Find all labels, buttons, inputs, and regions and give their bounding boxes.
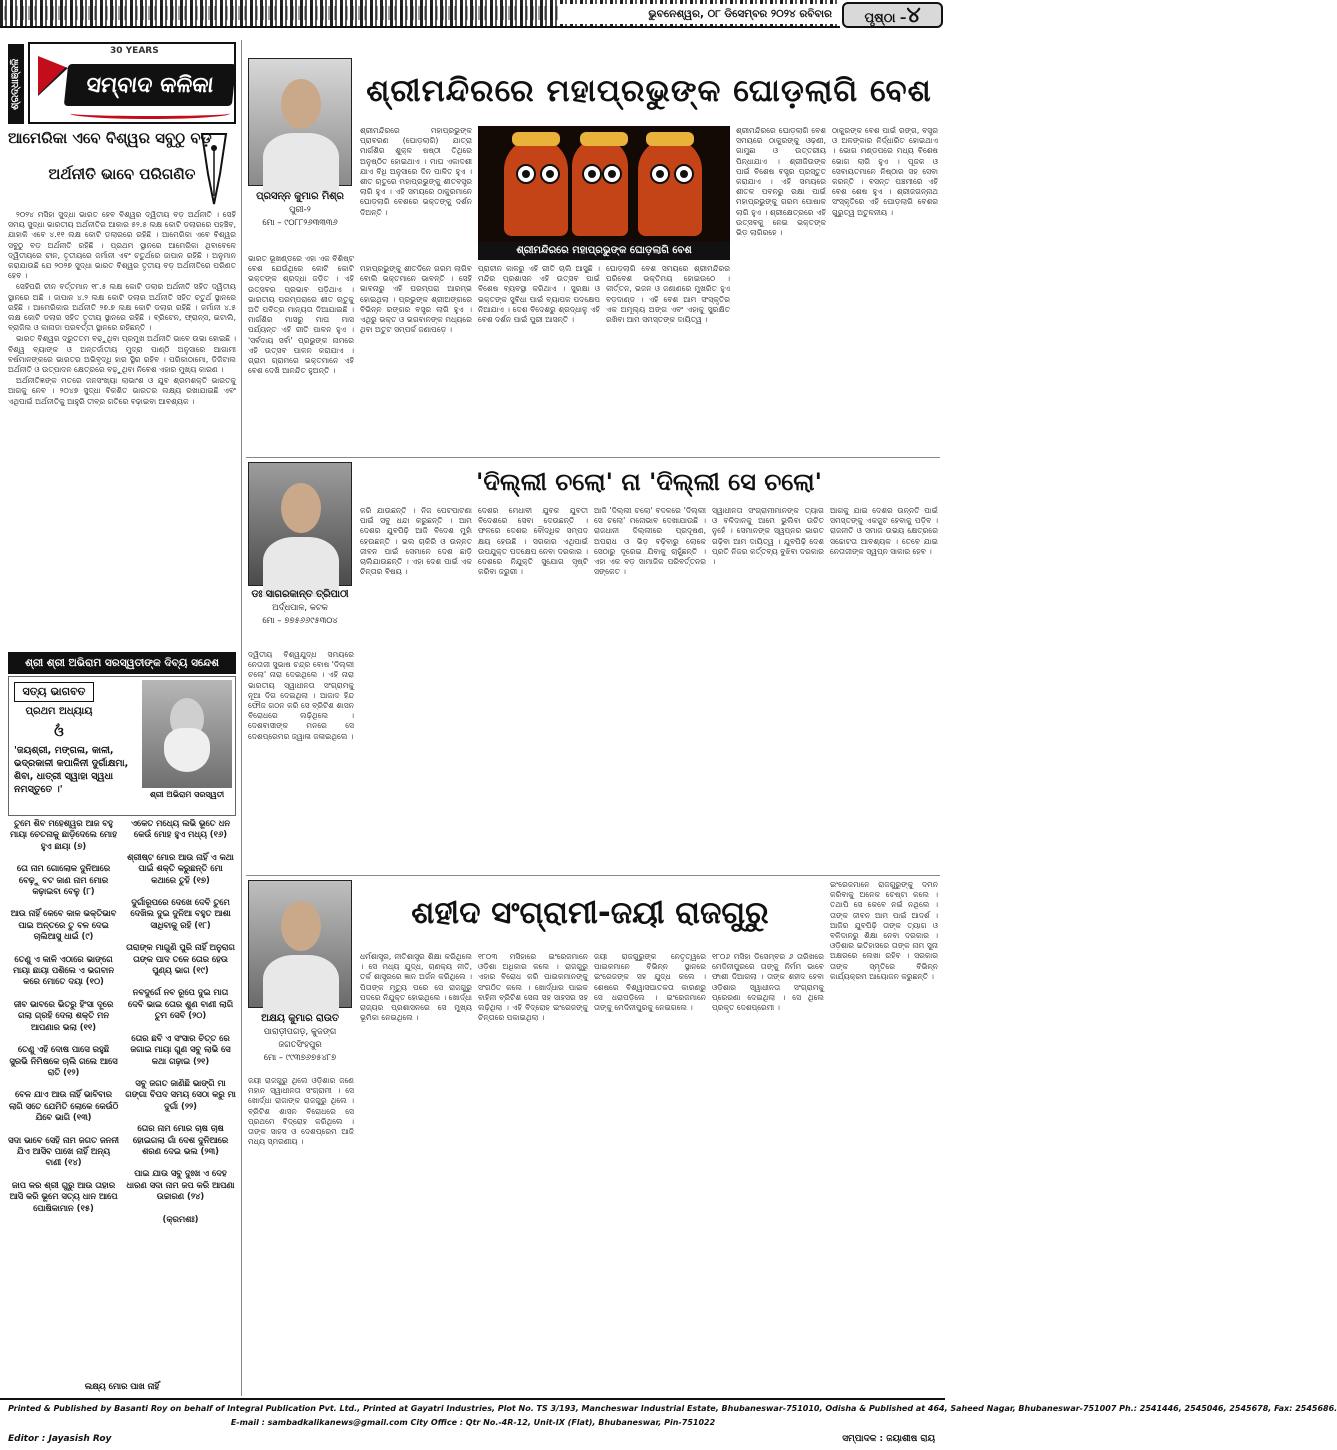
author-phone: ମୋ – ୭୭୫୬୬୯୫୩୦୪ xyxy=(262,615,338,625)
author-place: ଅର୍ଦ୍ଧପାଳ, କଟକ xyxy=(272,602,328,612)
poem-stanza: ଆଉ ନାହିଁ କେବେ କାଳ ଭକ୍ତିଭାବ ପାଇ ଅନ୍ତରେ ତୁ ବଳ ଦେଇ ଚାଲିଆସୁ ଧାଇଁ (୯) xyxy=(10,908,117,942)
article-column: ଇଂରେଜମାନେ ରାଜଗୁରୁଙ୍କୁ ଦମନ କରିବାକୁ ଅନେକ ଚେଷ୍ଟା କଲେ । ତଥାପି ସେ କେବେ ନଇଁ ନଥିଲେ । ତାଙ୍କ ଜୀବନ ଆମ ପାଇଁ ଆଦର୍ଶ । ଆଜିର ଯୁବପିଢ଼ି ତାଙ୍କ ତ୍ୟାଗ ଓ ବଳିଦାନରୁ ଶିକ୍ଷା ନେବା ଦରକାର । ଓଡ଼ିଶାର ଇତିହାସରେ ତାଙ୍କ ନାମ ସୁନା ଅକ୍ଷରରେ ଲେଖା ରହିବ । ସରକାର ତାଙ୍କ ସ୍ମୃତିରେ ବିଭିନ୍ନ କାର୍ଯ୍ୟକ୍ରମ ଆୟୋଜନ କରୁଛନ୍ତି । xyxy=(830,880,938,981)
poem-stanza: ଜୀବ ଭାବରେ ଭିତରୁ ହିଂସା ଦୂରେ ଗଲା ଗ୍ରହି ଦେଲା ଶକ୍ତି ମନ ଆପଣାର ଭଲା (୧୧) xyxy=(13,998,114,1032)
guru-photo-caption: ଶ୍ରୀ ଅଭିରାମ ସରସ୍ୱତୀ xyxy=(149,790,225,799)
lead-paragraph: ଅର୍ଥନୀତିଜ୍ଞଙ୍କ ମତରେ ଜନସଂଖ୍ୟା ଲାଭାଂଶ ଓ ଯୁବ ଶ୍ରମଶକ୍ତି ଭାରତକୁ ଆଗକୁ ନେବ । ୨୦୪୭ ସୁଦ୍ଧା ବିକଶିତ ଭାରତର ଲକ୍ଷ୍ୟ ରଖାଯାଇଛି ଏବଂ ଏଥିପାଇଁ ଅର୍ଥନୀତିକୁ ଆହୁରି ତୀବ୍ର ଗତିରେ ବଢ଼ାଇବା ଆବଶ୍ୟକ । xyxy=(8,376,236,406)
poem-column-right xyxy=(125,818,236,1236)
article-column: ଶ୍ରୀମନ୍ଦିରରେ ଘୋଡ଼ଲାଗି ବେଶ ସମୟରେ ଠାକୁରଙ୍କୁ ଓଢ଼ଣୀ, ଗାମୁଛା ଓ ଉତ୍ତରୀୟ ପିନ୍ଧାଯାଏ । ଶ୍ରୀଜିଉଙ୍କ ପାଇଁ ବିଶେଷ ବସ୍ତ୍ର ପ୍ରସ୍ତୁତ କରାଯାଏ । ଏହି ସମୟରେ ଶୀତଳ ପବନରୁ ରକ୍ଷା ପାଇଁ ମହାପ୍ରଭୁଙ୍କୁ ଗରମ ପୋଷାକ ଲାଗି ହୁଏ । ଶ୍ରୀକ୍ଷେତ୍ରରେ ଏହି ଉତ୍ସବକୁ ନେଇ ଭକ୍ତଙ୍କ ଭିଡ଼ ଲାଗିରହେ । xyxy=(736,126,826,238)
author-photo xyxy=(248,58,352,186)
article-column: କରି ଯାଉଛନ୍ତି । ନିଜ ପେଟପାଟଣା ପାଇଁ ସବୁ ଧନ୍ଦା କରୁଛନ୍ତି । ଆମ ଦେଶର ଯୁବପିଢ଼ି ଆଜି ବିଦେଶ ମୁହାଁ ହେଉଛନ୍ତି । ଭଲ ଚାକିରି ଓ ଉନ୍ନତ ଜୀବନ ପାଇଁ ସେମାନେ ଦେଶ ଛାଡ଼ି ଚାଲିଯାଉଛନ୍ତି । ଏହା ଦେଶ ପାଇଁ ଏକ ଚିନ୍ତାର ବିଷୟ । xyxy=(360,506,472,577)
article-column: ଭାରତ ଭୂଖଣ୍ଡରେ ଏହା ଏକ ବିଶିଷ୍ଟ ବେଶ ଯେଉଁଥିରେ କୋଟି କୋଟି ଭକ୍ତଙ୍କ ଶ୍ରଦ୍ଧା ଜଡ଼ିତ । ଏହି ଉତ୍ସବର ପ୍ରଭାବ ପଡ଼ିଥାଏ । ଭାରତୀୟ ପରମ୍ପରାରେ ଶୀତ ଋତୁକୁ ଅତି ପବିତ୍ର ମାନ୍ୟତା ଦିଆଯାଇଛି । ମାର୍ଗଶିର ମାସରୁ ମାଘ ମାସ ପର୍ଯ୍ୟନ୍ତ ଏହି ରୀତି ପାଳନ ହୁଏ । 'ସର୍ବଦାୟ ସର୍ବା' ପ୍ରଭୁଙ୍କ ନାମରେ ଏହି ଉତ୍ସବ ପାଳନ କରାଯାଏ । ଗ୍ରାମ ଗ୍ରାମରେ ଭକ୍ତମାନେ ଏହି ବେଶ ଦେଖି ଆନନ୍ଦିତ ହୁଅନ୍ତି । xyxy=(248,254,354,376)
article-column: ଆଗକୁ ଯାଇ ଦେଶର ଉନ୍ନତି ପାଇଁ ସମସ୍ତଙ୍କୁ ଏକଜୁଟ ହେବାକୁ ପଡ଼ିବ । ରାଜନୀତି ଓ ସମାଜ ଉଭୟ କ୍ଷେତ୍ରରେ ସଚ୍ଚୋଟତା ଆବଶ୍ୟକ । ତେବେ ଯାଇ ନେତାଜୀଙ୍କ ସ୍ୱପ୍ନ ସାକାର ହେବ । xyxy=(830,506,938,556)
poem-block xyxy=(8,818,236,1392)
section-title: ସତ୍ୟ ଭାଗବତ xyxy=(14,682,94,702)
author-name: ଅକ୍ଷୟ କୁମାର ରାଉତ xyxy=(261,1013,339,1024)
swoosh-icon xyxy=(70,108,230,119)
article-column: ଆଜି 'ଦିଲ୍ଲୀ ଚଲୋ' ବଦଳରେ 'ଦିଲ୍ଲୀ ସେ ଚଲୋ' ମନୋଭାବ ଦେଖାଯାଉଛି । ରାଜଧାନୀ ଦିଲ୍ଲୀରେ ପ୍ରଦୂଷଣ, ଅପରାଧ ଓ ଭିଡ଼ ବଢ଼ିବାରୁ ଲୋକେ ସେଠାରୁ ଦୂରେଇ ଯିବାକୁ ଚାହୁଁଛନ୍ତି । ଏହା ଏକ ବଡ଼ ସାମାଜିକ ପରିବର୍ତ୍ତନର ସଙ୍କେତ । xyxy=(594,506,706,577)
article-column: ୧୮୦୬ ମସିହା ଡିସେମ୍ବର ୬ ତାରିଖରେ ମେଦିନୀପୁରରେ ତାଙ୍କୁ ନିର୍ମମ ଭାବେ ଫାଶୀ ଦିଆଗଲା । ତାଙ୍କ ଶହୀଦ ହେବା ଓଡ଼ିଶାର ସ୍ୱାଧୀନତା ସଂଗ୍ରାମକୁ ପ୍ରେରଣା ଦେଇଥିଲା । ସେ ଥିଲେ ପ୍ରକୃତ ଦେଶପ୍ରେମୀ । xyxy=(712,952,824,1013)
section-quote: 'ଜୟଶ୍ରୀ, ମଙ୍ଗଳା, କାଳୀ, ଭଦ୍ରକାଳୀ କପାଳିନୀ ଦୁର୍ଗାକ୍ଷମା, ଶିବା, ଧାତ୍ରୀ ସ୍ୱାହା ସ୍ୱଧା ନମସ୍ତୁତେ ।' xyxy=(14,745,129,795)
imprint-footer xyxy=(0,1398,1337,1450)
article-column: ଘୋଡ଼ଲାଗି ବେଶ ସମୟରେ ଶ୍ରୀମନ୍ଦିରର ପରିବେଶ ଭକ୍ତିମୟ ହୋଇଉଠେ । କୀର୍ତ୍ତନ, ଭଜନ ଓ ଜଣାଣରେ ମୁଖରିତ ହୁଏ ବଡ଼ଦାଣ୍ଡ । ଏହି ବେଶ ଆମ ସଂସ୍କୃତିର ଏକ ଅମୂଲ୍ୟ ଅଙ୍ଗ ଏବଂ ଏହାକୁ ସୁରକ୍ଷିତ ରଖିବା ଆମ ସମସ୍ତଙ୍କ ଦାୟିତ୍ୱ । xyxy=(606,264,730,325)
byline xyxy=(248,1012,352,1072)
poem-stanza: ତେଣୁ ଏ କାଳି ଏଠାରେ ଭାଙ୍ଗେ ମାୟା ଛାୟା ପଶିଲେ ଏ ଭଗବାନ କରେ ମୋତେ ଦୟା (୧୦) xyxy=(13,953,114,987)
dateline: ଭୁବନେଶ୍ୱର, ୦୮ ଡିସେମ୍ବର ୨୦୨୪ ରବିବାର xyxy=(560,4,840,24)
poem-footer: ଲକ୍ଷ୍ୟ ମୋର ପାଖ ନାହିଁ xyxy=(84,1381,160,1391)
poem-stanza: ତାରାଙ୍କ ମାଗୁଣି ପୁରି ନାହିଁ ଅନୁରାଗ ତାଙ୍କ ପାଦ ତଳେ ତୋର ହେଉ ପୁଣ୍ୟ ଭାଗ (୧୯) xyxy=(126,942,235,976)
poem-stanza: ସବୁ ଜଗତ ଜାଣିଛି ଭାଙ୍ଗି ମା ଗଙ୍ଗା ବିପଦ ସମୟ ସେଠା କରୁ ମା ଦୁର୍ଗା (୨୨) xyxy=(125,1077,236,1111)
article-headline: 'ଦିଲ୍ଲୀ ଚଲୋ' ନା 'ଦିଲ୍ଲୀ ସେ ଚଲୋ' xyxy=(476,468,822,496)
logo-name: ସମ୍ବାଦ କଳିକା xyxy=(64,64,236,106)
contact-line: E-mail : sambadkalikanews@gmail.com City Office : Qtr No.-4R-12, Unit-IX (Flat), Bhubaneswar, Pin-751022 xyxy=(230,1418,716,1427)
article-column: ଠାକୁରଙ୍କ ବେଶ ପାଇଁ ରଙ୍ଗ, ବସ୍ତ୍ର ଓ ଅଳଙ୍କାର ନିର୍ଦ୍ଧାରିତ ହୋଇଥାଏ । ଭୋଗ ମଣ୍ଡପରେ ମଧ୍ୟ ବିଶେଷ ଭୋଗ ଲାଗି ହୁଏ । ପୂଜକ ଓ ସେବାୟତମାନେ ନିଷ୍ଠାର ସହ ସେବା କରନ୍ତି । ବସନ୍ତ ପଞ୍ଚମୀରେ ଏହି ବେଶ ଶେଷ ହୁଏ । ଶ୍ରୀଜଗନ୍ନାଥ ସଂସ୍କୃତିରେ ଏହି ଘୋଡ଼ଲାଗି ବେଶର ଗୁରୁତ୍ୱ ଅତୁଳନୀୟ । xyxy=(832,126,938,217)
imprint-line: Printed & Published by Basanti Roy on behalf of Integral Publication Pvt. Ltd., Printed at Gayatri Industries, Plot No. TS 3/193, Mancheswar Industrial Estate, Bhubaneswar-751010, Odisha & Published at 464, Saheed Nagar, Bhubaneswar-751007 Ph.: 2541446, 2545046, 2545678, Fax: 2545686. xyxy=(8,1404,1337,1413)
photo-caption: ଶ୍ରୀମନ୍ଦିରରେ ମହାପ୍ରଭୁଙ୍କ ଘୋଡ଼ଲାଗି ବେଶ xyxy=(478,242,730,260)
article-headline: ଶହୀଦ ସଂଗ୍ରାମୀ-ଜୟୀ ରାଜଗୁରୁ xyxy=(411,895,769,931)
om-symbol: ଓଁ xyxy=(54,724,64,740)
lead-paragraph: ଭାରତ ବିଶ୍ୱର ଦ୍ରୁତତମ ବଢ଼ୁଥିବା ପ୍ରମୁଖ ଅର୍ଥନୀତି ଭାବେ ଉଭା ହୋଇଛି । ବିଶ୍ୱ ବ୍ୟାଙ୍କ ଓ ଅନ୍ତର୍ଜାତୀୟ ମୁଦ୍ରା ପାଣ୍ଠି ଅନୁସାରେ ଆଗାମୀ ବର୍ଷମାନଙ୍କରେ ଭାରତର ଅଭିବୃଦ୍ଧି ହାର ସ୍ଥିର ରହିବ । ପରିକାଠାମୋ, ଡିଜିଟାଲ ଅର୍ଥନୀତି ଓ ଉତ୍ପାଦନ କ୍ଷେତ୍ରରେ ବଢ଼ୁଥିବା ନିବେଶ ଏହାର ମୁଖ୍ୟ କାରଣ । xyxy=(8,334,236,375)
lead-headline-line2: ଅର୍ଥନୀତି ଭାବେ ପରିଗଣିତ xyxy=(48,165,196,183)
guru-photo xyxy=(142,680,232,788)
flag-icon xyxy=(38,56,68,96)
byline xyxy=(248,190,352,250)
side-label: ଶ୍ରଦ୍ଧାଞ୍ଜଳି xyxy=(8,44,24,124)
author-phone: ମୋ – ୯୯୩୭୬୭୫୪୮୭ xyxy=(263,1052,337,1062)
section-rule xyxy=(246,875,940,876)
section-rule xyxy=(246,457,940,458)
author-name: ଡଃ ସାଗରକାନ୍ତ ତ୍ରିପାଠୀ xyxy=(251,589,349,600)
section-banner: ଶ୍ରୀ ଶ୍ରୀ ଅଭିରାମ ସରସ୍ୱତୀଙ୍କ ଦିବ୍ୟ ସନ୍ଦେଶ xyxy=(8,652,236,674)
poem-stanza: ଏକେତ ମଧ୍ୟେ ଲଭି ଭୂତେ ଧନ କେଉଁ ମୋହ ହୁଏ ମଧ୍ୟ (୧୬) xyxy=(130,818,231,840)
deity-figure xyxy=(638,138,702,236)
editor-line: Editor : Jayasish Roy xyxy=(8,1434,112,1444)
article-column: ଶ୍ରୀମନ୍ଦିରରେ ମହାପ୍ରଭୁଙ୍କ ପ୍ରାବରଣ (ଘୋଡ଼ଲାଗି) ଯାତ୍ରା ମାର୍ଗଶିର ଶୁକ୍ଳ ଷଷ୍ଠୀ ତିଥିରେ ଅନୁଷ୍ଠିତ ହୋଇଥାଏ । ମାଘ ଏକାଦଶୀ ଯାଏ ବିଧି ଅନୁସାରେ ଦିନ ପାଳିତ ହୁଏ । ଶୀତ ଋତୁରେ ମହାପ୍ରଭୁଙ୍କୁ ଶୀତବସ୍ତ୍ର ଲାଗି ହୁଏ । ଏହି ସମୟରେ ଠାକୁରମାନେ ଘୋଡ଼ଲାଗି ବେଶରେ ଭକ୍ତଙ୍କୁ ଦର୍ଶନ ଦିଅନ୍ତି । xyxy=(360,126,472,217)
article-headline: ଶ୍ରୀମନ୍ଦିରରେ ମହାପ୍ରଭୁଙ୍କ ଘୋଡ଼ଲାଗି ବେଶ xyxy=(366,73,932,109)
poem-stanza: ଶ୍ରୀଷ୍ଟ ମୋର ଆଉ ନାହିଁ ଏ କଥା ପାଇଁ ଶକ୍ତି କରୁଛନ୍ତି ମୋ କଥାରେ ତୁହି (୧୭) xyxy=(127,851,234,885)
article-column: ସ୍ୱାଧୀନତା ସଂଗ୍ରାମୀମାନଙ୍କ ତ୍ୟାଗ ଓ ବଳିଦାନକୁ ଆମେ ଭୁଲିବା ଉଚିତ ନୁହେଁ । ସେମାନଙ୍କ ସ୍ୱପ୍ନର ଭାରତ ଗଢ଼ିବା ଆମ ଦାୟିତ୍ୱ । ଯୁବପିଢ଼ି ଦେଶ ପ୍ରତି ନିଜର କର୍ତ୍ତବ୍ୟ ବୁଝିବା ଦରକାର । xyxy=(712,506,824,567)
poem-stanza: ପାଇ ଯାଉ ସବୁ ଦୁଃଖ ଏ ଦେହ ଧାରଣ ସଦା ନାମ ଜପ କରି ଆପଣା ଉଚ୍ଚାରଣ (୨୪) xyxy=(126,1168,235,1202)
poem-stanza: ତୋ ନାମ ଗୋଲୋକ ଦୁନିଆରେ ବେଢ଼ୁ ବଟ ଜାଣ ନାମ ମୋର କଢ଼ାଇବା ବେଳୁ (୮) xyxy=(16,863,111,897)
editor-line-odia: ସମ୍ପାଦକ : ଜୟାଶୀଷ ରାୟ xyxy=(842,1434,935,1444)
poem-stanza: ତୋର ନାମ ମୋର ଚାଷ ଚାଷ ହୋଇଗଲା ଗାଁ ଦେଶ ଦୁନିଆରେ ଶରଣ ଦେଇ ଭଲ (୨୩) xyxy=(132,1123,229,1156)
poem-stanza: ଜାପ କର ଶ୍ରୀ ଗୁରୁ ଆଉ ତାହାର ଆସି କରି ଭୂମେ ସତ୍ୟ ଧାନ ଆପେ ପୋଷିକାମାନ (୧୫) xyxy=(9,1179,118,1213)
article-column: ଜୟୀ ରାଜଗୁରୁ ଥିଲେ ଓଡ଼ିଶାର ଜଣେ ମହାନ ସ୍ୱାଧୀନତା ସଂଗ୍ରାମୀ । ସେ ଖୋର୍ଦ୍ଧା ରାଜାଙ୍କ ରାଜଗୁରୁ ଥିଲେ । ବ୍ରିଟିଶ ଶାସନ ବିରୋଧରେ ସେ ପ୍ରଥମେ ବିଦ୍ରୋହ କରିଥିଲେ । ତାଙ୍କ ସାହସ ଓ ଦେଶପ୍ରେମ ଆଜି ମଧ୍ୟ ସ୍ମରଣୀୟ । xyxy=(248,1076,354,1147)
lead-paragraph: ୨୦୨୪ ମସିହା ସୁଦ୍ଧା ଭାରତ ହେବ ବିଶ୍ୱର ଦ୍ୱିତୀୟ ବଡ଼ ଅର୍ଥନୀତି । ସେହି ସମୟ ସୁଦ୍ଧା ଭାରତୀୟ ଅର୍ଥନୀତିର ଆକାର ୫୨.୫ ଲକ୍ଷ କୋଟି ଡଲାରରେ ପହଞ୍ଚିବ, ଯାହାକି ଏବେ ୪.୧୧ ଲକ୍ଷ କୋଟି ଡଲାରରେ ରହିଛି । ଆମେରିକା ଏବେ ବିଶ୍ୱର ସବୁଠୁ ବଡ଼ ଅର୍ଥନୀତି ରହିଛି । ପ୍ରଥମ ସ୍ଥାନରେ ଆମେରିକା ଥିବାବେଳେ ଦ୍ୱିତୀୟରେ ଚୀନ, ତୃତୀୟରେ ଜର୍ମାନୀ ଏବଂ ଚତୁର୍ଥରେ ଜାପାନ ରହିଛି । ଅନୁମାନ କରାଯାଉଛି ଯେ ୨୦୨୭ ସୁଦ୍ଧା ଭାରତ ବିଶ୍ୱର ତୃତୀୟ ବଡ଼ ଅର୍ଥନୀତିରେ ପରିଣତ ହେବ । xyxy=(8,210,236,281)
page-number-tag xyxy=(842,2,943,28)
article-column: ଜୟୀ ରାଜଗୁରୁଙ୍କ ନେତୃତ୍ୱରେ ପାଇକମାନେ ବିଭିନ୍ନ ସ୍ଥାନରେ ଇଂରେଜଙ୍କ ସହ ଯୁଦ୍ଧ କଲେ । ଶେଷରେ ବିଶ୍ୱାସଘାତକତା କାରଣରୁ ସେ ଧରାପଡ଼ିଲେ । ଇଂରେଜମାନେ ତାଙ୍କୁ ମେଦିନୀପୁରକୁ ନେଇଗଲେ । xyxy=(594,952,706,1013)
author-place: ପାରାଡ଼ୀପଗଡ଼, କୁଜଙ୍ଗ ଜଗତସିଂହପୁର xyxy=(263,1026,337,1049)
newspaper-logo xyxy=(28,42,236,124)
poem-continued: (କ୍ରମଶଃ) xyxy=(162,1213,199,1224)
poem-stanza: ବେଳ ଯାଏ ଆଉ ନାହିଁ ଭାବିବାର ଲାଗି ସତେ ଯେମିତି ଲୋକେ କେଉଁଠି ଯିବେ ଭାଗି (୧୩) xyxy=(8,1089,119,1123)
poem-column-left xyxy=(8,818,119,1236)
lead-article-body xyxy=(8,210,236,650)
byline xyxy=(248,588,352,648)
column-rule xyxy=(241,40,242,1396)
author-photo xyxy=(248,462,352,586)
logo-years: 30 YEARS xyxy=(110,46,159,56)
lead-paragraph: ସେହିପରି ଚୀନ ବର୍ତ୍ତମାନ ୧୮.୫ ଲକ୍ଷ କୋଟି ଡଲାର ଅର୍ଥନୀତି ସହିତ ଦ୍ୱିତୀୟ ସ୍ଥାନରେ ଅଛି । ଜାପାନ ୪.୨ ଲକ୍ଷ କୋଟି ଡଲାର ଅର୍ଥନୀତି ସହିତ ଚତୁର୍ଥ ସ୍ଥାନରେ ରହିଛି । ଆମେରିକାର ଅର୍ଥନୀତି ୨୭.୭ ଲକ୍ଷ କୋଟି ଡଲାର ରହିଛି । ଜର୍ମାନୀ ୪.୫ ଲକ୍ଷ କୋଟି ଡଲାର ସହିତ ତୃତୀୟ ସ୍ଥାନରେ ରହିଛି । ବ୍ରିଟେନ, ଫ୍ରାନ୍ସ, ଇଟାଲି, ବ୍ରାଜିଲ ଓ କାନାଡା ପରବର୍ତ୍ତୀ ସ୍ଥାନରେ ରହିଛନ୍ତି । xyxy=(8,282,236,333)
page-label: ପୃଷ୍ଠା – xyxy=(864,11,907,26)
lead-headline-line1: ଆମେରିକା ଏବେ ବିଶ୍ୱର ସବୁଠୁ ବଡ଼ xyxy=(8,129,212,147)
poem-stanza: ଦୁର୍ଗାରୂପରେ ଦେଖେ ଦେବି ତୁମେ ଦେଖିଲ ଦୁଇ ଦୁନିଆ ବହୁତ ଆଶା ସାଧିବାକୁ ରହି (୧୮) xyxy=(130,897,231,930)
author-place: ପୁରୀ-୨ xyxy=(289,204,311,214)
article-column: ପ୍ରାଚୀନ କାଳରୁ ଏହି ରୀତି ଚାଲି ଆସୁଛି । ମନ୍ଦିର ପ୍ରଶାସନ ଏହି ଉତ୍ସବ ପାଇଁ ବିଶେଷ ବ୍ୟବସ୍ଥା କରିଥାଏ । ସୁରକ୍ଷା ଓ ଭକ୍ତଙ୍କ ସୁବିଧା ପାଇଁ ବ୍ୟାପକ ପଦକ୍ଷେପ ନିଆଯାଏ । ଦେଶ ବିଦେଶରୁ ଶ୍ରଦ୍ଧାଳୁ ଏହି ବେଶ ଦର୍ଶନ ପାଇଁ ପୁରୀ ଆସନ୍ତି । xyxy=(478,264,600,325)
poem-stanza: ସଦା ଭାବେ ସେହି ନାମ ଜଗତ ଜନନୀ ଯିଏ ଆସିବ ପାଖେ ନାହିଁ ଅନ୍ୟ ବାଣୀ (୧୪) xyxy=(8,1134,119,1168)
author-name: ପ୍ରସନ୍ନ କୁମାର ମିଶ୍ର xyxy=(256,191,344,202)
poem-stanza: ତୁମେ ଶିବ ମହେଶ୍ୱର ଆଜ ବହୁ ମାୟା ଚେତନାକୁ ଛାଡ଼ିଦେଲେ ମୋହ ହୁଏ ଛାୟା (୭) xyxy=(10,818,117,851)
author-phone: ମୋ – ୯୦୮୮୨୬୩୩୩୬ xyxy=(262,217,338,227)
author-photo xyxy=(248,880,352,1008)
article-column: ଦ୍ୱିତୀୟ ବିଶ୍ୱଯୁଦ୍ଧ ସମୟରେ ନେତାଜୀ ସୁଭାଷ ଚନ୍ଦ୍ର ବୋଷ 'ଦିଲ୍ଲୀ ଚଲୋ' ନାରା ଦେଇଥିଲେ । ଏହି ନାରା ଭାରତୀୟ ସ୍ୱାଧୀନତା ସଂଗ୍ରାମକୁ ନୂଆ ଦିଗ ଦେଇଥିଲା । ଆଜାଦ ହିନ୍ଦ ଫୌଜ ଗଠନ କରି ସେ ବ୍ରିଟିଶ ଶାସନ ବିରୋଧରେ ଲଢ଼ିଥିଲେ । ଦେଶବାସୀଙ୍କ ମନରେ ସେ ଦେଶପ୍ରେମର ଜ୍ୱାଳା ଜଳାଇଥିଲେ । xyxy=(248,650,354,741)
section-subtitle: ପ୍ରଥମ ଅଧ୍ୟାୟ xyxy=(25,706,93,717)
article-column: ଦେଶର ମେଧାବୀ ଯୁବକ ଯୁବତୀ ବିଦେଶରେ ସେବା ଦେଉଛନ୍ତି । ଫଳରେ ଦେଶର ବୌଦ୍ଧିକ ସମ୍ପଦ କ୍ଷୟ ହେଉଛି । ସରକାର ଏଥିପାଇଁ ଉପଯୁକ୍ତ ପଦକ୍ଷେପ ନେବା ଦରକାର । ଦେଶରେ ନିଯୁକ୍ତି ସୁଯୋଗ ସୃଷ୍ଟି କରିବା ଜରୁରୀ । xyxy=(478,506,588,577)
poem-stanza: ତୋର ଛବି ଏ ସଂସାର ଚିତ୍ତ ରେ ଜଗାଇ ମାୟା ଗୁଣ ସବୁ ଲାଭି ସେ କଥା ଗଢ଼ାଇ (୨୧) xyxy=(130,1032,231,1066)
pen-nib-icon xyxy=(198,130,230,208)
article-column: ମହାପ୍ରଭୁଙ୍କୁ ଶୀତଦିନେ ଗରମ ଲାଗିବ ବୋଲି ଭକ୍ତମାନେ ଭାବନ୍ତି । ସେହି ଭାବନାରୁ ଏହି ପରମ୍ପରା ଆରମ୍ଭ ହୋଇଥିଲା । ପ୍ରଭୁଙ୍କ ଶ୍ରୀଅଙ୍ଗରେ ବିଭିନ୍ନ ରଙ୍ଗର ବସ୍ତ୍ର ଲାଗି ହୁଏ । ଏଥିରୁ ଭକ୍ତ ଓ ଭଗବାନଙ୍କ ମଧ୍ୟରେ ଥିବା ଅତୁଟ ସମ୍ପର୍କ ଜଣାପଡ଼େ । xyxy=(360,264,472,335)
deity-figure xyxy=(504,138,568,236)
deity-photo xyxy=(478,126,730,242)
article-column: ୧୮୦୩ ମସିହାରେ ଇଂରେଜମାନେ ଓଡ଼ିଶା ଅଧିକାର କଲେ । ରାଜଗୁରୁ ଏହାର ବିରୋଧ କରି ପାଇକମାନଙ୍କୁ ସଂଗଠିତ କଲେ । ଖୋର୍ଦ୍ଧାର ପାଇକ ବାହିନୀ ବ୍ରିଟିଶ ସେନା ସହ ସାହସର ସହ ଲଢ଼ିଥିଲା । ଏହି ବିଦ୍ରୋହ ଇଂରେଜଙ୍କୁ ଚିନ୍ତାରେ ପକାଇଥିଲା । xyxy=(478,952,588,1023)
page-number: ୪ xyxy=(906,3,921,28)
deity-figure xyxy=(572,138,628,236)
poem-stanza: ତେଣୁ ଏହି ଦୋଷ ପାସେ ରହୁଛି ସୁରଭି ନିମିଷକେ ଚାଲି ଗଲେ ଆସେ ରାତି (୧୨) xyxy=(9,1044,118,1077)
poem-stanza: ନବଦୁର୍ଗେ ନବ ରୂପେ ଦୁଇ ମାତା ଦେବି ଭାଇ ତୋର ଶୁଣ ବାଣୀ ଲାଗି ତୁମ ସେବି (୨୦) xyxy=(127,987,234,1021)
article-column: ଧର୍ମଶାସ୍ତ୍ର, ନୀତିଶାସ୍ତ୍ର ଶିକ୍ଷା କରିଥିଲେ । ସେ ମଧ୍ୟ ଯୁଦ୍ଧ, ଚାଣକ୍ୟ ନୀତି, ତର୍କ ଶାସ୍ତ୍ରରେ ଜ୍ଞାନ ଅର୍ଜନ କରିଥିଲେ । ପିତାଙ୍କ ମୃତ୍ୟୁ ପରେ ସେ ରାଜଗୁରୁ ପଦରେ ନିଯୁକ୍ତ ହୋଇଥିଲେ । ଖୋର୍ଦ୍ଧା ରାଜ୍ୟର ପ୍ରଶାସନରେ ସେ ମୁଖ୍ୟ ଭୂମିକା ନେଇଥିଲେ । xyxy=(360,952,472,1023)
